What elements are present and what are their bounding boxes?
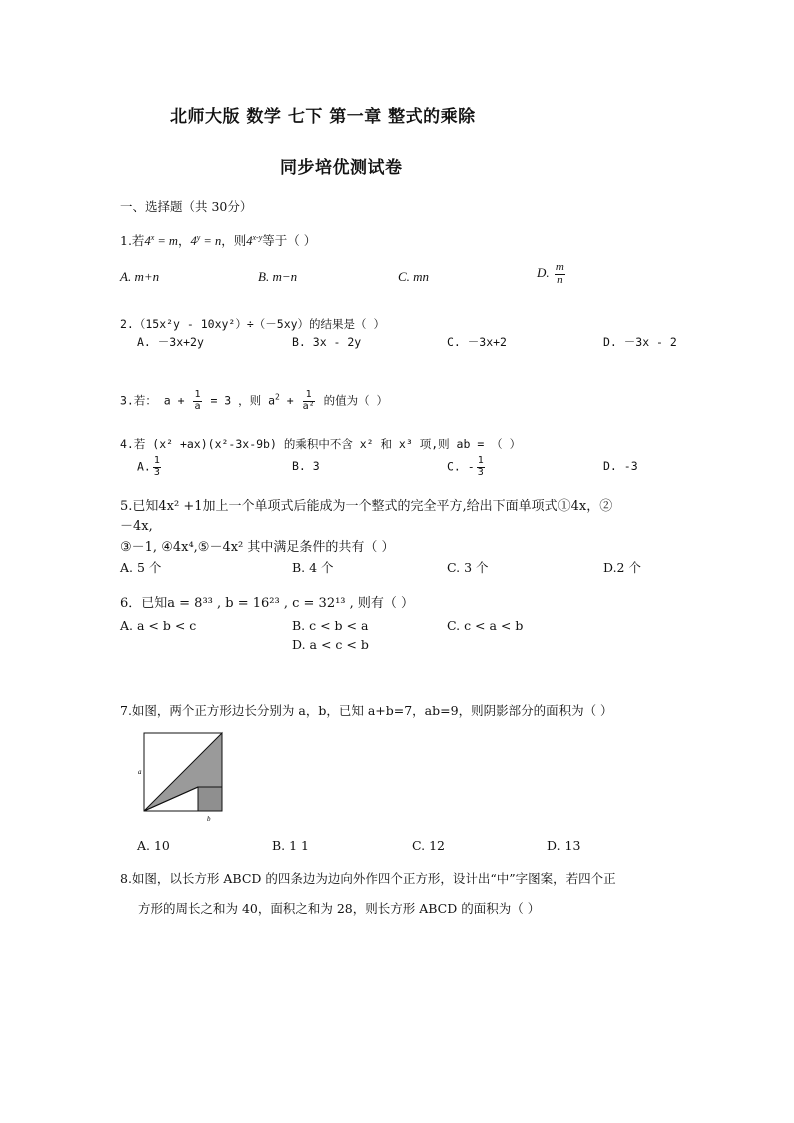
question-5-option-c: C. 3 个	[447, 560, 489, 575]
title-line-1: 北师大版 数学 七下 第一章 整式的乘除	[170, 107, 476, 127]
question-2-option-b: B. 3x - 2y	[292, 335, 362, 349]
small-square	[198, 787, 222, 811]
question-7-stem: 7.如图，两个正方形边长分别为 a，b，已知 a+b=7，ab=9，则阴影部分的面积为（ ）	[120, 703, 613, 718]
question-3-stem: 3.若： a + $\frac{1}{a}$ = 3 ，则 $a^2$ + $\frac{1}{\text{a²}}$ 的值为（ ）	[120, 389, 389, 412]
question-5-option-b: B. 4 个	[292, 560, 334, 575]
question-6-option-d: D. a < c < b	[292, 637, 369, 652]
question-1-stem: 1.若$4^x = m$，$4^y = n$，则4$^{x-y}$等于（ ）	[120, 232, 317, 248]
section-heading: 一、选择题（共 30分）	[120, 199, 253, 214]
question-2-option-a: A. －3x+2y	[137, 335, 204, 349]
question-8-line-2: 方形的周长之和为 40，面积之和为 28，则长方形 ABCD 的面积为（ ）	[138, 901, 541, 916]
question-4-option-d: D. -3	[603, 459, 638, 473]
question-2-option-d: D. －3x - 2	[603, 335, 677, 349]
question-2-option-c: C. －3x+2	[447, 335, 507, 349]
question-2-stem: 2.（15x²y - 10xy²）÷（－5xy）的结果是（ ）	[120, 317, 385, 331]
question-4-option-b: B. 3	[292, 459, 320, 473]
question-5-option-a: A. 5 个	[120, 560, 162, 575]
question-7-option-d: D. 13	[547, 838, 581, 853]
question-1-option-d: D. $\frac{m}{n}$	[537, 261, 564, 286]
question-7-option-a: A. 10	[137, 838, 170, 853]
label-a: a	[138, 768, 142, 776]
question-7-option-c: C. 12	[412, 838, 445, 853]
question-7-option-b: B. 1 1	[272, 838, 310, 853]
title-line-2: 同步培优测试卷	[280, 158, 403, 178]
question-6-option-b: B. c < b < a	[292, 618, 369, 633]
label-b: b	[207, 815, 211, 823]
question-4-option-a: A. $\frac{1}{3}$	[137, 455, 160, 478]
question-5-line-1: 5.已知4x² +1加上一个单项式后能成为一个整式的完全平方,给出下面单项式①4x，②	[120, 499, 613, 514]
question-1-option-b: B. m−n	[258, 269, 298, 284]
question-6-option-c: C. c < a < b	[447, 618, 524, 633]
question-5-option-d: D.2 个	[603, 560, 641, 575]
question-7-figure	[136, 728, 231, 826]
question-6-option-a: A. a < b < c	[120, 618, 197, 633]
question-1-option-a: A. m+n	[120, 269, 160, 284]
question-1-option-c: C. mn	[398, 269, 430, 284]
question-4-option-c: C. - $\frac{1}{3}$	[447, 455, 484, 478]
question-4-stem: 4.若 (x² +ax)(x²-3x-9b) 的乘积中不含 x² 和 x³ 项,则 ab = （ ）	[120, 437, 522, 451]
question-5-line-2: －4x,	[120, 519, 153, 534]
question-8-line-1: 8.如图，以长方形 ABCD 的四条边为边向外作四个正方形，设计出“中”字图案，若四个正	[120, 871, 616, 886]
question-5-line-3: ③－1, ④4x⁴,⑤－4x² 其中满足条件的共有（ ）	[120, 540, 395, 555]
question-6-stem: 6．已知a = 8³³ , b = 16²³ , c = 32¹³ , 则有（ ）	[120, 596, 415, 611]
